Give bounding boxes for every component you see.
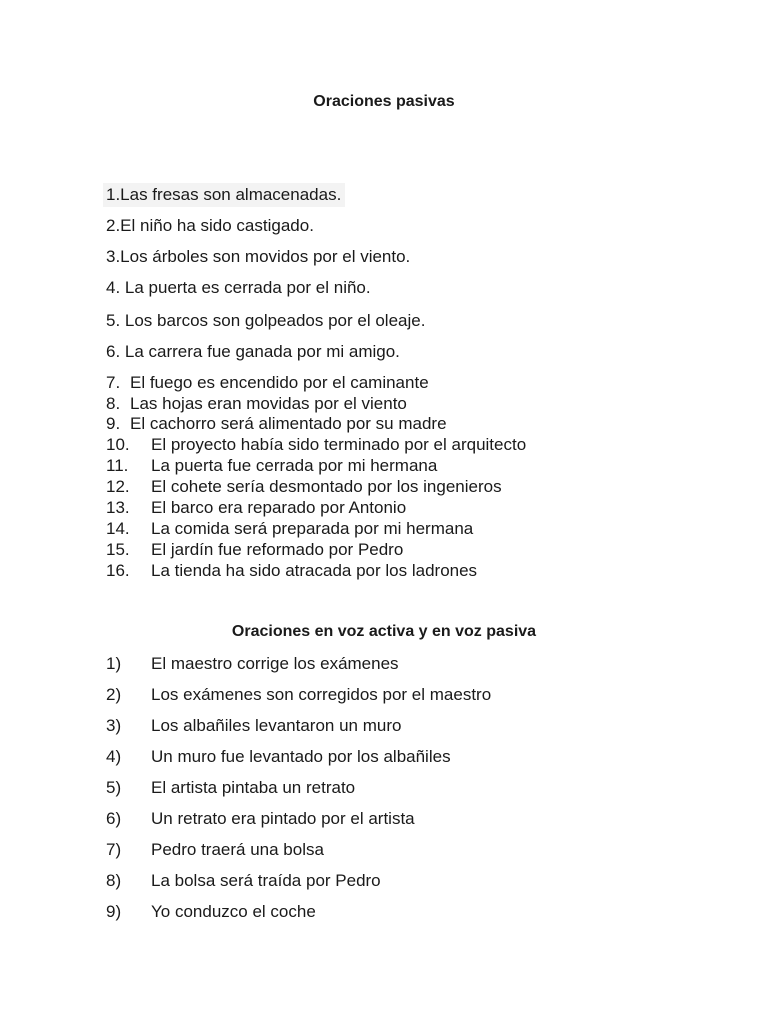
list-number: 10. <box>106 435 130 454</box>
list-item <box>106 871 381 891</box>
list-text: Los exámenes son corregidos por el maestro <box>151 685 492 704</box>
list-number: 5) <box>106 778 122 797</box>
list-text: Los albañiles levantaron un muro <box>151 716 402 735</box>
list-item <box>106 561 477 581</box>
list-number: 13. <box>106 498 130 517</box>
list-item <box>106 519 473 539</box>
list-item <box>106 435 526 455</box>
list-item <box>106 414 447 434</box>
list-text: Yo conduzco el coche <box>151 902 316 921</box>
list-text: La comida será preparada por mi hermana <box>151 519 474 538</box>
list-item <box>106 540 403 560</box>
list-item <box>106 840 324 860</box>
list-item <box>106 747 451 767</box>
list-number: 3) <box>106 716 122 735</box>
list-item <box>106 778 355 798</box>
list-text: Un muro fue levantado por los albañiles <box>151 747 451 766</box>
list-text: La tienda ha sido atracada por los ladrones <box>151 561 478 580</box>
list-item <box>106 685 491 705</box>
sentence-line: 1.Las fresas son almacenadas. <box>103 183 345 207</box>
list-item <box>106 456 437 476</box>
list-text: El jardín fue reformado por Pedro <box>151 540 404 559</box>
list-text: El cohete sería desmontado por los ingenieros <box>151 477 502 496</box>
sentence-line: 6. La carrera fue ganada por mi amigo. <box>106 342 400 361</box>
list-number: 1) <box>106 654 122 673</box>
list-item <box>106 498 406 518</box>
list-text: El barco era reparado por Antonio <box>151 498 407 517</box>
list-text: El cachorro será alimentado por su madre <box>130 414 447 433</box>
list-item <box>106 477 502 497</box>
sentence-line: 2.El niño ha sido castigado. <box>106 216 314 235</box>
list-text: El proyecto había sido terminado por el arquitecto <box>151 435 527 454</box>
list-text: El fuego es encendido por el caminante <box>130 373 429 392</box>
list-text: El artista pintaba un retrato <box>151 778 356 797</box>
list-item <box>106 809 415 829</box>
list-text: La bolsa será traída por Pedro <box>151 871 381 890</box>
list-number: 12. <box>106 477 130 496</box>
sentence-line: 3.Los árboles son movidos por el viento. <box>106 247 411 266</box>
list-number: 15. <box>106 540 130 559</box>
list-text: Un retrato era pintado por el artista <box>151 809 415 828</box>
list-text: La puerta fue cerrada por mi hermana <box>151 456 438 475</box>
list-number: 8) <box>106 871 122 890</box>
list-item <box>106 373 429 393</box>
list-number: 14. <box>106 519 130 538</box>
list-number: 4) <box>106 747 122 766</box>
list-item <box>106 394 407 414</box>
list-number: 9) <box>106 902 122 921</box>
list-text: El maestro corrige los exámenes <box>151 654 399 673</box>
section-title-passive: Oraciones pasivas <box>313 93 455 110</box>
list-number: 9. <box>106 414 121 433</box>
section-title-active-passive: Oraciones en voz activa y en voz pasiva <box>231 623 537 640</box>
list-number: 16. <box>106 561 130 580</box>
list-item <box>106 902 316 922</box>
list-text: Las hojas eran movidas por el viento <box>130 394 407 413</box>
list-number: 11. <box>106 456 129 475</box>
list-item <box>106 716 401 736</box>
sentence-line: 5. Los barcos son golpeados por el oleaje. <box>106 311 426 330</box>
list-number: 7. <box>106 373 121 392</box>
list-number: 2) <box>106 685 122 704</box>
sentence-line: 4. La puerta es cerrada por el niño. <box>106 278 371 297</box>
list-number: 6) <box>106 809 122 828</box>
list-number: 7) <box>106 840 122 859</box>
list-item <box>106 654 399 674</box>
list-number: 8. <box>106 394 121 413</box>
list-text: Pedro traerá una bolsa <box>151 840 324 859</box>
